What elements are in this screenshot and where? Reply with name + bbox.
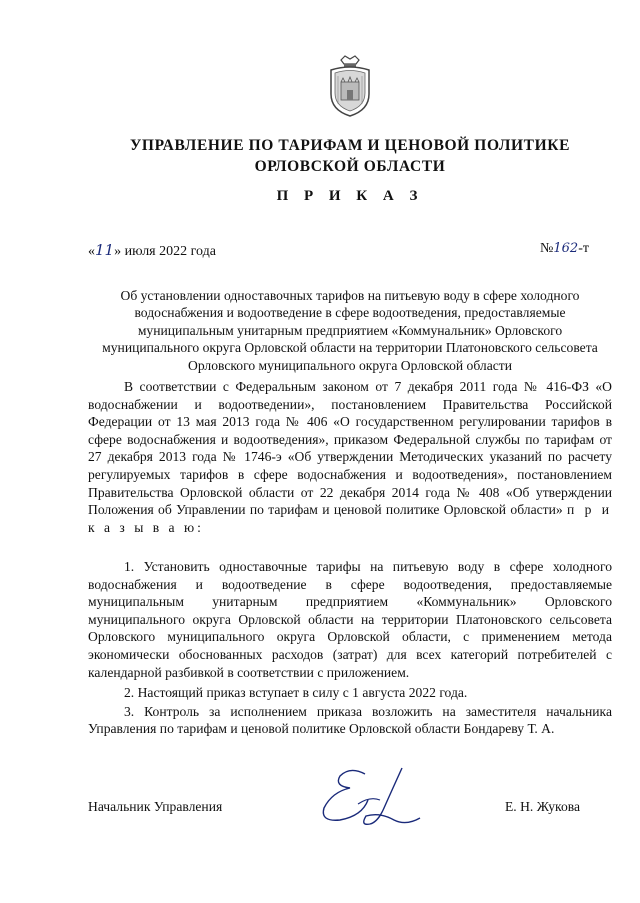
signatory-role: Начальник Управления xyxy=(88,799,223,814)
order-item-2: 2. Настоящий приказ вступает в силу с 1 августа 2022 года. xyxy=(124,685,468,701)
coat-of-arms-icon xyxy=(327,54,373,120)
order-item-1: 1. Установить одноставочные тарифы на питьевую воду в сфере холодного водоснабжения и водоотведение в сфере водоотведения, предоставляемые муниципальным унитарным предприятием «Коммунальник» Орловского муниципального округа Орловской области на территории Платоновского сельсовета Орловского муниципального округа Орловской области, с применением метода экономически обоснованных расходов (затрат) для всех категорий потребителей с календарной разбивкой в соответствии с приложением. xyxy=(88,559,612,680)
date-day: 11 xyxy=(95,241,115,259)
preamble-paragraph xyxy=(88,378,612,536)
decree-word: п р и к а з ы в а ю: xyxy=(88,502,612,535)
number-prefix: № xyxy=(540,241,554,256)
number-value: 162 xyxy=(553,241,579,256)
date-rest: июля 2022 года xyxy=(121,244,216,259)
order-items xyxy=(88,558,612,738)
order-item-3: 3. Контроль за исполнением приказа возложить на заместителя начальника Управления по тарифам и ценовой политике Орловской области Бондареву Т. А. xyxy=(88,703,612,737)
date-close-quote: » xyxy=(114,244,122,259)
order-date xyxy=(88,241,216,260)
authority-title-line1: УПРАВЛЕНИЕ ПО ТАРИФАМ И ЦЕНОВОЙ ПОЛИТИКЕ xyxy=(129,137,571,154)
authority-title-line2: ОРЛОВСКОЙ ОБЛАСТИ xyxy=(254,158,446,175)
handwritten-signature xyxy=(310,760,440,840)
number-suffix: -т xyxy=(578,241,589,256)
order-subject: Об установлении одноставочных тарифов на питьевую воду в сфере холодного водоснабжения и водоотведение в сфере водоотведения, предоставляемые муниципальным унитарным предприятием «Коммунальник» Орловского муниципального округа Орловской области на территории Платоновского сельсовета Орловского муниципального округа Орловской области xyxy=(102,288,598,373)
order-number xyxy=(540,241,589,257)
date-open-quote: « xyxy=(88,244,95,259)
document-type: П Р И К А З xyxy=(276,188,424,204)
signatory-name: Е. Н. Жукова xyxy=(505,799,581,814)
preamble-text: В соответствии с Федеральным законом от 7 декабря 2011 года № 416-ФЗ «О водоснабжении и водоотведении», постановлением Правительства Российской Федерации от 13 мая 2013 года № 406 «О государственном регулировании тарифов в сфере водоснабжения и водоотведения», приказом Федеральной службы по тарифам от 27 декабря 2013 года № 1746-э «Об утверждении Методических указаний по расчету регулируемых тарифов в сфере водоснабжения и водоотведения», постановлением Правительства Орловской области от 22 декабря 2014 года № 408 «Об утверждении Положения об Управлении по тарифам и ценовой политике Орловской области» xyxy=(88,379,612,518)
